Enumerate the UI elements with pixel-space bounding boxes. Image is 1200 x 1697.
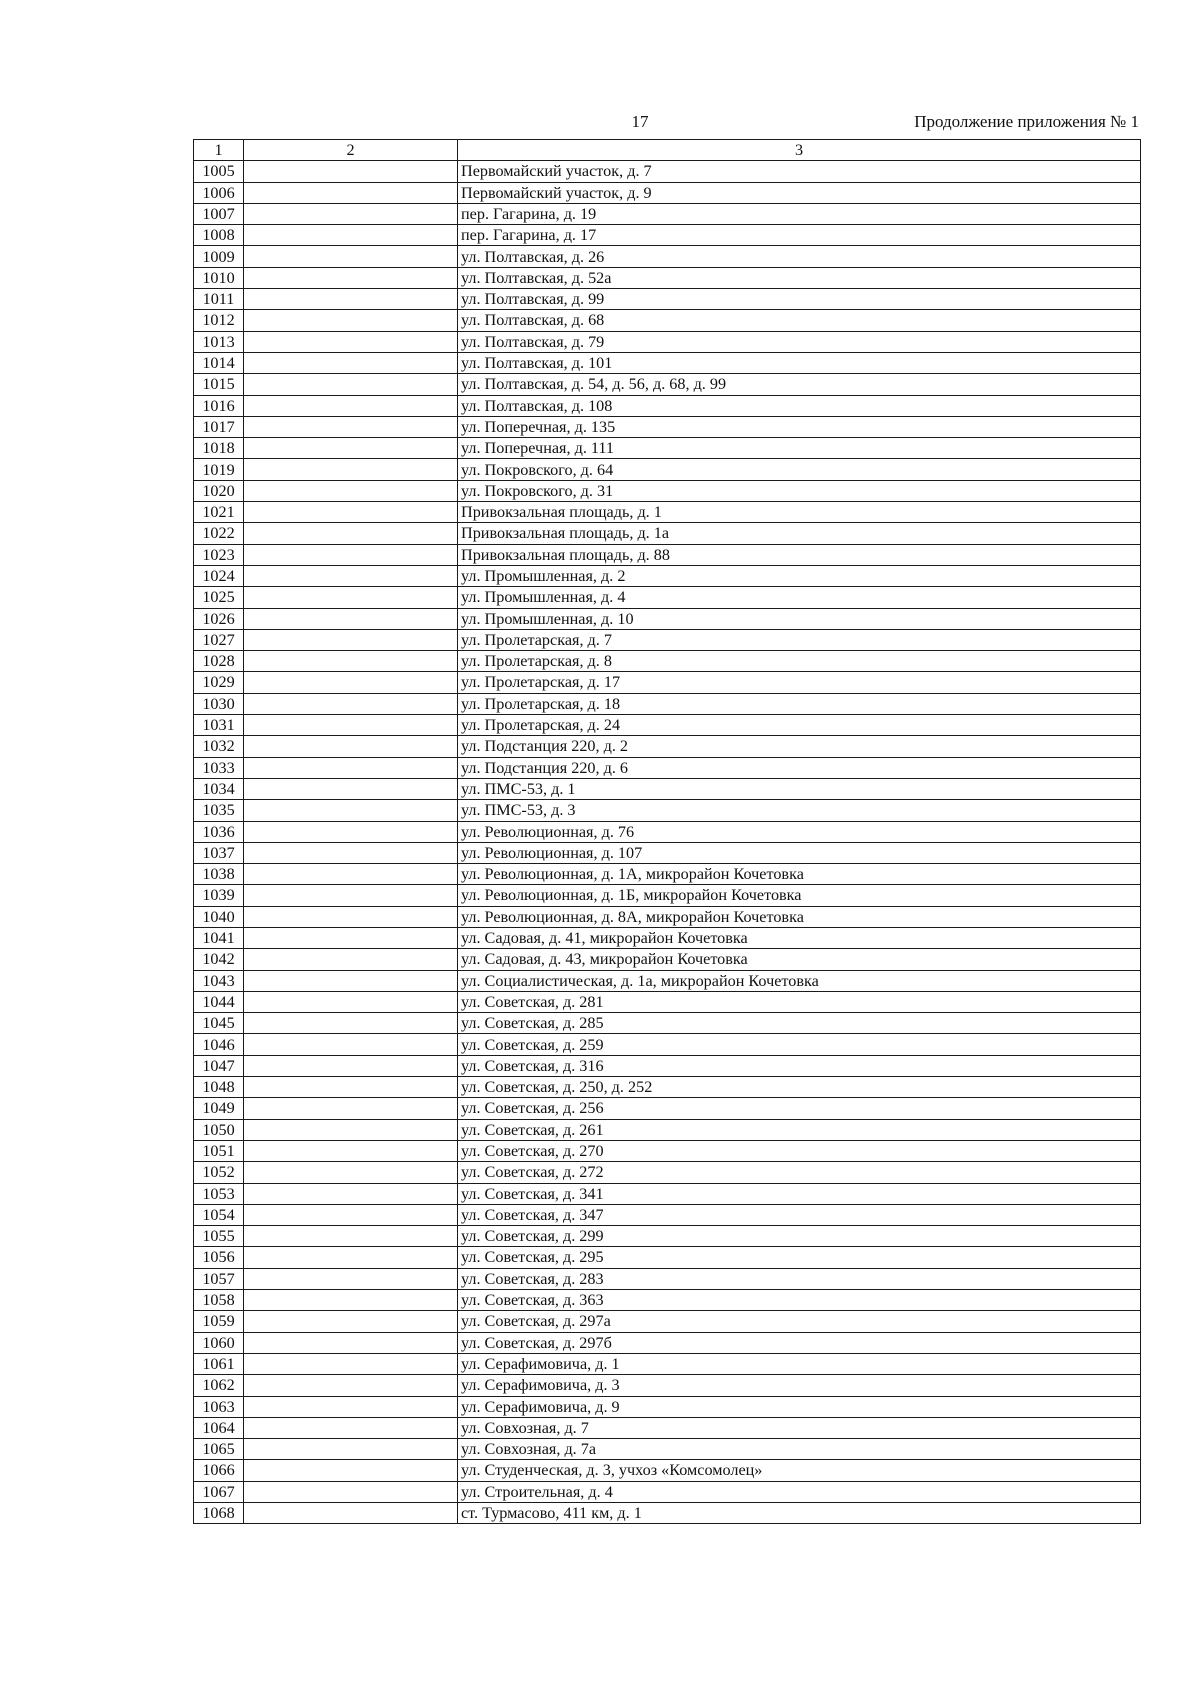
column-2-cell <box>244 1183 458 1204</box>
address-cell: ул. Пролетарская, д. 18 <box>458 693 1141 714</box>
column-2-cell <box>244 502 458 523</box>
table-row <box>194 1353 1141 1374</box>
column-2-cell <box>244 778 458 799</box>
row-number-cell: 1066 <box>194 1460 244 1481</box>
row-number-cell: 1032 <box>194 736 244 757</box>
row-number-cell: 1046 <box>194 1034 244 1055</box>
address-cell: ул. ПМС-53, д. 3 <box>458 800 1141 821</box>
row-number-cell: 1027 <box>194 629 244 650</box>
row-number-cell: 1048 <box>194 1077 244 1098</box>
address-cell: ул. Советская, д. 259 <box>458 1034 1141 1055</box>
address-cell: ул. Революционная, д. 1А, микрорайон Кочетовка <box>458 864 1141 885</box>
table-row <box>194 693 1141 714</box>
column-2-cell <box>244 1481 458 1502</box>
column-2-cell <box>244 757 458 778</box>
table-row <box>194 715 1141 736</box>
column-2-cell <box>244 374 458 395</box>
column-2-cell <box>244 1204 458 1225</box>
appendix-continuation-caption: Продолжение приложения № 1 <box>914 112 1139 131</box>
address-cell: ул. Серафимовича, д. 3 <box>458 1375 1141 1396</box>
table-row <box>194 1098 1141 1119</box>
row-number-cell: 1035 <box>194 800 244 821</box>
row-number-cell: 1028 <box>194 651 244 672</box>
table-row <box>194 246 1141 267</box>
address-cell: ул. Подстанция 220, д. 6 <box>458 757 1141 778</box>
column-2-cell <box>244 1013 458 1034</box>
address-cell: ул. Серафимовича, д. 1 <box>458 1353 1141 1374</box>
column-2-cell <box>244 459 458 480</box>
row-number-cell: 1005 <box>194 161 244 182</box>
row-number-cell: 1013 <box>194 331 244 352</box>
column-2-cell <box>244 927 458 948</box>
column-2-cell <box>244 821 458 842</box>
row-number-cell: 1023 <box>194 544 244 565</box>
column-header-3: 3 <box>458 140 1141 161</box>
row-number-cell: 1063 <box>194 1396 244 1417</box>
column-2-cell <box>244 438 458 459</box>
row-number-cell: 1042 <box>194 949 244 970</box>
row-number-cell: 1020 <box>194 480 244 501</box>
address-cell: ул. Садовая, д. 43, микрорайон Кочетовка <box>458 949 1141 970</box>
table-row <box>194 459 1141 480</box>
table-row <box>194 800 1141 821</box>
column-2-cell <box>244 1268 458 1289</box>
address-cell: ул. Совхозная, д. 7 <box>458 1417 1141 1438</box>
row-number-cell: 1031 <box>194 715 244 736</box>
column-2-cell <box>244 182 458 203</box>
address-cell: ул. Советская, д. 256 <box>458 1098 1141 1119</box>
row-number-cell: 1038 <box>194 864 244 885</box>
table-row <box>194 736 1141 757</box>
address-cell: ул. Социалистическая, д. 1а, микрорайон Кочетовка <box>458 970 1141 991</box>
column-2-cell <box>244 203 458 224</box>
address-cell: ул. ПМС-53, д. 1 <box>458 778 1141 799</box>
column-2-cell <box>244 842 458 863</box>
column-2-cell <box>244 225 458 246</box>
column-2-cell <box>244 1140 458 1161</box>
table-row <box>194 1503 1141 1524</box>
address-cell: ул. Советская, д. 341 <box>458 1183 1141 1204</box>
table-row <box>194 1417 1141 1438</box>
table-row <box>194 672 1141 693</box>
table-row <box>194 182 1141 203</box>
address-cell: ул. Пролетарская, д. 17 <box>458 672 1141 693</box>
row-number-cell: 1009 <box>194 246 244 267</box>
column-2-cell <box>244 629 458 650</box>
table-row <box>194 267 1141 288</box>
row-number-cell: 1060 <box>194 1332 244 1353</box>
column-2-cell <box>244 970 458 991</box>
column-2-cell <box>244 1311 458 1332</box>
address-cell: ул. Советская, д. 281 <box>458 991 1141 1012</box>
row-number-cell: 1007 <box>194 203 244 224</box>
column-2-cell <box>244 1034 458 1055</box>
column-2-cell <box>244 885 458 906</box>
column-2-cell <box>244 949 458 970</box>
row-number-cell: 1062 <box>194 1375 244 1396</box>
column-2-cell <box>244 1439 458 1460</box>
row-number-cell: 1014 <box>194 352 244 373</box>
column-2-cell <box>244 1077 458 1098</box>
table-row <box>194 502 1141 523</box>
table-row <box>194 906 1141 927</box>
row-number-cell: 1033 <box>194 757 244 778</box>
address-cell: ул. Полтавская, д. 99 <box>458 289 1141 310</box>
table-row <box>194 1439 1141 1460</box>
row-number-cell: 1010 <box>194 267 244 288</box>
table-row <box>194 1204 1141 1225</box>
table-row <box>194 757 1141 778</box>
row-number-cell: 1052 <box>194 1162 244 1183</box>
address-cell: ул. Совхозная, д. 7а <box>458 1439 1141 1460</box>
column-2-cell <box>244 1162 458 1183</box>
table-row <box>194 821 1141 842</box>
table-row <box>194 416 1141 437</box>
table-row <box>194 565 1141 586</box>
row-number-cell: 1026 <box>194 608 244 629</box>
row-number-cell: 1024 <box>194 565 244 586</box>
table-row <box>194 289 1141 310</box>
table-body <box>194 161 1141 1524</box>
column-2-cell <box>244 416 458 437</box>
row-number-cell: 1039 <box>194 885 244 906</box>
address-cell: ул. Советская, д. 272 <box>458 1162 1141 1183</box>
row-number-cell: 1018 <box>194 438 244 459</box>
row-number-cell: 1045 <box>194 1013 244 1034</box>
table-row <box>194 864 1141 885</box>
row-number-cell: 1061 <box>194 1353 244 1374</box>
table-row <box>194 438 1141 459</box>
table-row <box>194 1140 1141 1161</box>
column-2-cell <box>244 1290 458 1311</box>
address-cell: ул. Промышленная, д. 10 <box>458 608 1141 629</box>
column-2-cell <box>244 523 458 544</box>
table-row <box>194 331 1141 352</box>
column-2-cell <box>244 651 458 672</box>
row-number-cell: 1040 <box>194 906 244 927</box>
table-row <box>194 1119 1141 1140</box>
address-cell: ул. Полтавская, д. 101 <box>458 352 1141 373</box>
address-cell: ул. Пролетарская, д. 8 <box>458 651 1141 672</box>
table-row <box>194 1247 1141 1268</box>
table-row <box>194 203 1141 224</box>
column-2-cell <box>244 715 458 736</box>
column-2-cell <box>244 1098 458 1119</box>
address-cell: ул. Поперечная, д. 111 <box>458 438 1141 459</box>
address-cell: ул. Революционная, д. 1Б, микрорайон Кочетовка <box>458 885 1141 906</box>
row-number-cell: 1065 <box>194 1439 244 1460</box>
row-number-cell: 1016 <box>194 395 244 416</box>
column-2-cell <box>244 310 458 331</box>
address-cell: ул. Полтавская, д. 52а <box>458 267 1141 288</box>
row-number-cell: 1047 <box>194 1055 244 1076</box>
address-cell: ул. Подстанция 220, д. 2 <box>458 736 1141 757</box>
table-row <box>194 1460 1141 1481</box>
column-2-cell <box>244 1119 458 1140</box>
column-header-1: 1 <box>194 140 244 161</box>
row-number-cell: 1068 <box>194 1503 244 1524</box>
table-row <box>194 651 1141 672</box>
row-number-cell: 1053 <box>194 1183 244 1204</box>
column-2-cell <box>244 352 458 373</box>
address-cell: ул. Революционная, д. 107 <box>458 842 1141 863</box>
column-2-cell <box>244 736 458 757</box>
address-cell: ул. Садовая, д. 41, микрорайон Кочетовка <box>458 927 1141 948</box>
table-row <box>194 523 1141 544</box>
column-header-2: 2 <box>244 140 458 161</box>
address-cell: ул. Советская, д. 297б <box>458 1332 1141 1353</box>
row-number-cell: 1057 <box>194 1268 244 1289</box>
address-table <box>193 139 1141 1524</box>
address-cell: Первомайский участок, д. 9 <box>458 182 1141 203</box>
address-cell: ул. Советская, д. 316 <box>458 1055 1141 1076</box>
address-cell: ул. Промышленная, д. 4 <box>458 587 1141 608</box>
address-cell: ул. Пролетарская, д. 7 <box>458 629 1141 650</box>
table-row <box>194 352 1141 373</box>
address-cell: ул. Студенческая, д. 3, учхоз «Комсомолец» <box>458 1460 1141 1481</box>
address-cell: ул. Советская, д. 283 <box>458 1268 1141 1289</box>
table-row <box>194 1013 1141 1034</box>
table-row <box>194 1481 1141 1502</box>
table-row <box>194 927 1141 948</box>
column-2-cell <box>244 587 458 608</box>
address-cell: ст. Турмасово, 411 км, д. 1 <box>458 1503 1141 1524</box>
table-row <box>194 1226 1141 1247</box>
table-row <box>194 1077 1141 1098</box>
table-row <box>194 1183 1141 1204</box>
table-row <box>194 1055 1141 1076</box>
column-2-cell <box>244 544 458 565</box>
address-cell: ул. Революционная, д. 8А, микрорайон Кочетовка <box>458 906 1141 927</box>
page-number: 17 <box>631 112 649 131</box>
column-2-cell <box>244 1417 458 1438</box>
column-2-cell <box>244 800 458 821</box>
address-cell: ул. Поперечная, д. 135 <box>458 416 1141 437</box>
table-row <box>194 885 1141 906</box>
table-row <box>194 1034 1141 1055</box>
table-row <box>194 778 1141 799</box>
row-number-cell: 1067 <box>194 1481 244 1502</box>
table-header-row <box>194 140 1141 161</box>
column-2-cell <box>244 246 458 267</box>
table-row <box>194 587 1141 608</box>
column-2-cell <box>244 1332 458 1353</box>
address-cell: ул. Советская, д. 285 <box>458 1013 1141 1034</box>
table-row <box>194 544 1141 565</box>
row-number-cell: 1051 <box>194 1140 244 1161</box>
table-row <box>194 949 1141 970</box>
address-cell: ул. Полтавская, д. 26 <box>458 246 1141 267</box>
address-cell: Привокзальная площадь, д. 88 <box>458 544 1141 565</box>
table-row <box>194 608 1141 629</box>
row-number-cell: 1049 <box>194 1098 244 1119</box>
column-2-cell <box>244 395 458 416</box>
address-cell: Привокзальная площадь, д. 1 <box>458 502 1141 523</box>
column-2-cell <box>244 991 458 1012</box>
row-number-cell: 1029 <box>194 672 244 693</box>
column-2-cell <box>244 1503 458 1524</box>
column-2-cell <box>244 161 458 182</box>
column-2-cell <box>244 267 458 288</box>
column-2-cell <box>244 1396 458 1417</box>
row-number-cell: 1008 <box>194 225 244 246</box>
address-cell: Первомайский участок, д. 7 <box>458 161 1141 182</box>
row-number-cell: 1012 <box>194 310 244 331</box>
table-row <box>194 1311 1141 1332</box>
address-cell: ул. Промышленная, д. 2 <box>458 565 1141 586</box>
address-cell: ул. Советская, д. 250, д. 252 <box>458 1077 1141 1098</box>
row-number-cell: 1056 <box>194 1247 244 1268</box>
address-cell: ул. Пролетарская, д. 24 <box>458 715 1141 736</box>
address-cell: ул. Советская, д. 363 <box>458 1290 1141 1311</box>
row-number-cell: 1021 <box>194 502 244 523</box>
address-cell: ул. Покровского, д. 64 <box>458 459 1141 480</box>
row-number-cell: 1025 <box>194 587 244 608</box>
table-row <box>194 629 1141 650</box>
address-cell: ул. Полтавская, д. 108 <box>458 395 1141 416</box>
row-number-cell: 1034 <box>194 778 244 799</box>
table-row <box>194 970 1141 991</box>
column-2-cell <box>244 331 458 352</box>
row-number-cell: 1059 <box>194 1311 244 1332</box>
column-2-cell <box>244 1460 458 1481</box>
table-row <box>194 991 1141 1012</box>
table-row <box>194 374 1141 395</box>
row-number-cell: 1054 <box>194 1204 244 1225</box>
row-number-cell: 1017 <box>194 416 244 437</box>
row-number-cell: 1011 <box>194 289 244 310</box>
address-cell: ул. Покровского, д. 31 <box>458 480 1141 501</box>
column-2-cell <box>244 693 458 714</box>
address-cell: ул. Советская, д. 299 <box>458 1226 1141 1247</box>
address-cell: ул. Революционная, д. 76 <box>458 821 1141 842</box>
row-number-cell: 1006 <box>194 182 244 203</box>
row-number-cell: 1064 <box>194 1417 244 1438</box>
address-cell: пер. Гагарина, д. 17 <box>458 225 1141 246</box>
address-cell: ул. Советская, д. 297а <box>458 1311 1141 1332</box>
column-2-cell <box>244 565 458 586</box>
address-cell: ул. Советская, д. 295 <box>458 1247 1141 1268</box>
address-cell: Привокзальная площадь, д. 1а <box>458 523 1141 544</box>
table-row <box>194 1375 1141 1396</box>
column-2-cell <box>244 1375 458 1396</box>
row-number-cell: 1041 <box>194 927 244 948</box>
address-cell: ул. Полтавская, д. 54, д. 56, д. 68, д. 99 <box>458 374 1141 395</box>
row-number-cell: 1044 <box>194 991 244 1012</box>
column-2-cell <box>244 1226 458 1247</box>
column-2-cell <box>244 608 458 629</box>
table-row <box>194 1162 1141 1183</box>
row-number-cell: 1058 <box>194 1290 244 1311</box>
table-row <box>194 1268 1141 1289</box>
table-row <box>194 161 1141 182</box>
row-number-cell: 1022 <box>194 523 244 544</box>
column-2-cell <box>244 1055 458 1076</box>
row-number-cell: 1030 <box>194 693 244 714</box>
table-row <box>194 225 1141 246</box>
table-row <box>194 1396 1141 1417</box>
table-row <box>194 480 1141 501</box>
row-number-cell: 1055 <box>194 1226 244 1247</box>
address-cell: ул. Полтавская, д. 68 <box>458 310 1141 331</box>
address-cell: ул. Советская, д. 347 <box>458 1204 1141 1225</box>
row-number-cell: 1019 <box>194 459 244 480</box>
row-number-cell: 1043 <box>194 970 244 991</box>
row-number-cell: 1050 <box>194 1119 244 1140</box>
column-2-cell <box>244 1353 458 1374</box>
row-number-cell: 1036 <box>194 821 244 842</box>
row-number-cell: 1037 <box>194 842 244 863</box>
column-2-cell <box>244 672 458 693</box>
column-2-cell <box>244 906 458 927</box>
table-row <box>194 842 1141 863</box>
table-row <box>194 395 1141 416</box>
row-number-cell: 1015 <box>194 374 244 395</box>
table-row <box>194 1332 1141 1353</box>
address-cell: пер. Гагарина, д. 19 <box>458 203 1141 224</box>
table-row <box>194 1290 1141 1311</box>
column-2-cell <box>244 289 458 310</box>
address-cell: ул. Серафимовича, д. 9 <box>458 1396 1141 1417</box>
address-cell: ул. Советская, д. 261 <box>458 1119 1141 1140</box>
table-row <box>194 310 1141 331</box>
column-2-cell <box>244 480 458 501</box>
column-2-cell <box>244 1247 458 1268</box>
address-cell: ул. Строительная, д. 4 <box>458 1481 1141 1502</box>
column-2-cell <box>244 864 458 885</box>
address-cell: ул. Советская, д. 270 <box>458 1140 1141 1161</box>
address-cell: ул. Полтавская, д. 79 <box>458 331 1141 352</box>
